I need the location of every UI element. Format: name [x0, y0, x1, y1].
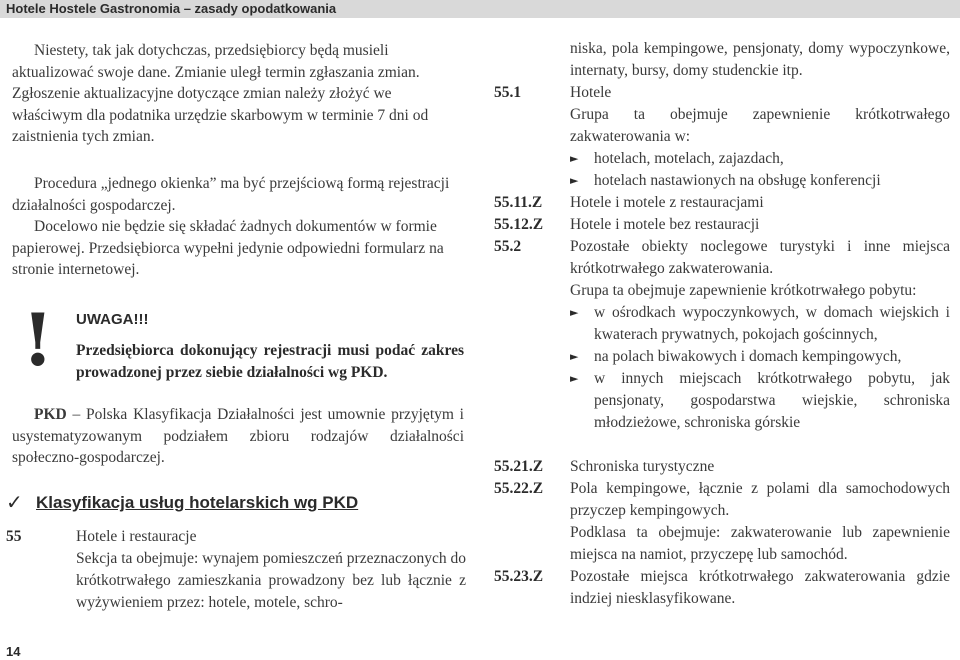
pkd-definition-text: – Polska Klasyfikacja Działalności jest umownie przyjętym i usystematyzowanym podziałem zbioru rodzajów działalności społeczno-gospodarczej.: [12, 406, 464, 466]
pkd-entry-title: Hotele i restauracje: [76, 528, 197, 545]
section-heading: Klasyfikacja usług hotelarskich wg PKD: [36, 493, 359, 512]
triangle-bullet-icon: ►: [570, 372, 579, 385]
pkd-entry-body: Schroniska turystyczne: [570, 458, 715, 475]
pkd-code: 55.1: [494, 84, 522, 101]
warning-title: UWAGA!!!: [76, 311, 149, 328]
pkd-entry-description: Grupa ta obejmuje zapewnienie krótkotrwałego pobytu:: [570, 282, 917, 299]
pkd-code: 55.11.Z: [494, 194, 543, 211]
pkd-entry-body: Hotele i motele z restauracjami: [570, 194, 764, 211]
pkd-code: 55.2: [494, 238, 522, 255]
triangle-bullet-icon: ►: [570, 350, 579, 363]
pkd-entry-title: Pozostałe obiekty noclegowe turystyki i inne miejsca krótkotrwałego zakwaterowania.: [570, 238, 950, 277]
paragraph-one-window: Procedura „jednego okienka” ma być przejściową formą rejestracji działalności gospodarczej.: [12, 175, 450, 214]
right-column: [480, 0, 960, 660]
pkd-entry-title: Pola kempingowe, łącznie z polami dla samochodowych przyczep kempingowych.: [570, 480, 950, 519]
bullet-list: [570, 148, 950, 192]
pkd-entry-description: Grupa ta obejmuje zapewnienie krótkotrwałego zakwaterowania w:: [570, 106, 950, 145]
triangle-bullet-icon: ►: [570, 152, 579, 165]
paragraph-update-data: Niestety, tak jak dotychczas, przedsiębiorcy będą musieli aktualizować swoje dane. Zmianie uległ termin zgłaszania zmian. Zgłoszenie aktualizacyjne dotyczące zmian należy złożyć we właściwym dla podatnika urzędzie skarbowym w terminie 7 dni od zaistnienia tych zmian.: [12, 42, 429, 145]
list-item: ► hotelach, motelach, zajazdach,: [570, 148, 950, 170]
pkd-entry-body: [76, 526, 466, 614]
paragraph-paperless: Docelowo nie będzie się składać żadnych dokumentów w formie papierowej. Przedsiębiorca wypełni jedynie odpowiedni formularz na stronie internetowej.: [12, 218, 444, 278]
pkd-code: 55.23.Z: [494, 568, 544, 585]
pkd-entry-body: [570, 236, 950, 434]
pkd-entry-note: Podklasa ta obejmuje: zakwaterowanie lub zapewnienie miejsca na namiot, przyczepę lub samochód.: [570, 524, 950, 563]
exclamation-icon: !: [22, 297, 54, 382]
pkd-entry-body: Pozostałe miejsca krótkotrwałego zakwaterowania gdzie indziej niesklasyfikowane.: [570, 568, 950, 607]
running-header-title: Hotele Hostele Gastronomia – zasady opodatkowania: [6, 1, 337, 16]
pkd-entry-body: Hotele i motele bez restauracji: [570, 216, 760, 233]
list-item: ► hotelach nastawionych na obsługę konferencji: [570, 170, 950, 192]
continued-text: niska, pola kempingowe, pensjonaty, domy wypoczynkowe, internaty, bursy, domy studenckie itp.: [570, 40, 950, 79]
pkd-code: 55.21.Z: [494, 458, 544, 475]
paragraph-pkd-definition: [12, 404, 464, 469]
bullet-list: [570, 302, 950, 434]
pkd-entry-description: Sekcja ta obejmuje: wynajem pomieszczeń przeznaczonych do krótkotrwałego zamieszkania prowadzony bez lub łącznie z wyżywieniem przez: hotele, motele, schro-: [76, 550, 466, 611]
pkd-abbreviation: PKD: [34, 406, 67, 423]
pkd-entry-body: [570, 478, 950, 566]
list-item: ► w ośrodkach wypoczynkowych, w domach wiejskich i kwaterach prywatnych, pokojach gościnnych,: [570, 304, 950, 343]
pkd-code: 55.12.Z: [494, 216, 544, 233]
page-number: 14: [6, 644, 21, 659]
pkd-entry-55: [0, 526, 480, 616]
checkmark-icon: ✓: [6, 490, 23, 514]
triangle-bullet-icon: ►: [570, 306, 579, 319]
pkd-entry-body: [570, 82, 950, 192]
list-item: ► w innych miejscach krótkotrwałego pobytu, jak pensjonaty, gospodarstwa wiejskie, schroniska młodzieżowe, schroniska górskie: [570, 370, 950, 431]
warning-text: Przedsiębiorca dokonujący rejestracji musi podać zakres prowadzonej przez siebie działalności wg PKD.: [76, 342, 464, 381]
pkd-code: 55.22.Z: [494, 480, 544, 497]
pkd-code: 55: [6, 528, 22, 545]
triangle-bullet-icon: ►: [570, 174, 579, 187]
list-item: ► na polach biwakowych i domach kempingowych,: [570, 346, 950, 368]
pkd-entry-title: Hotele: [570, 84, 612, 101]
